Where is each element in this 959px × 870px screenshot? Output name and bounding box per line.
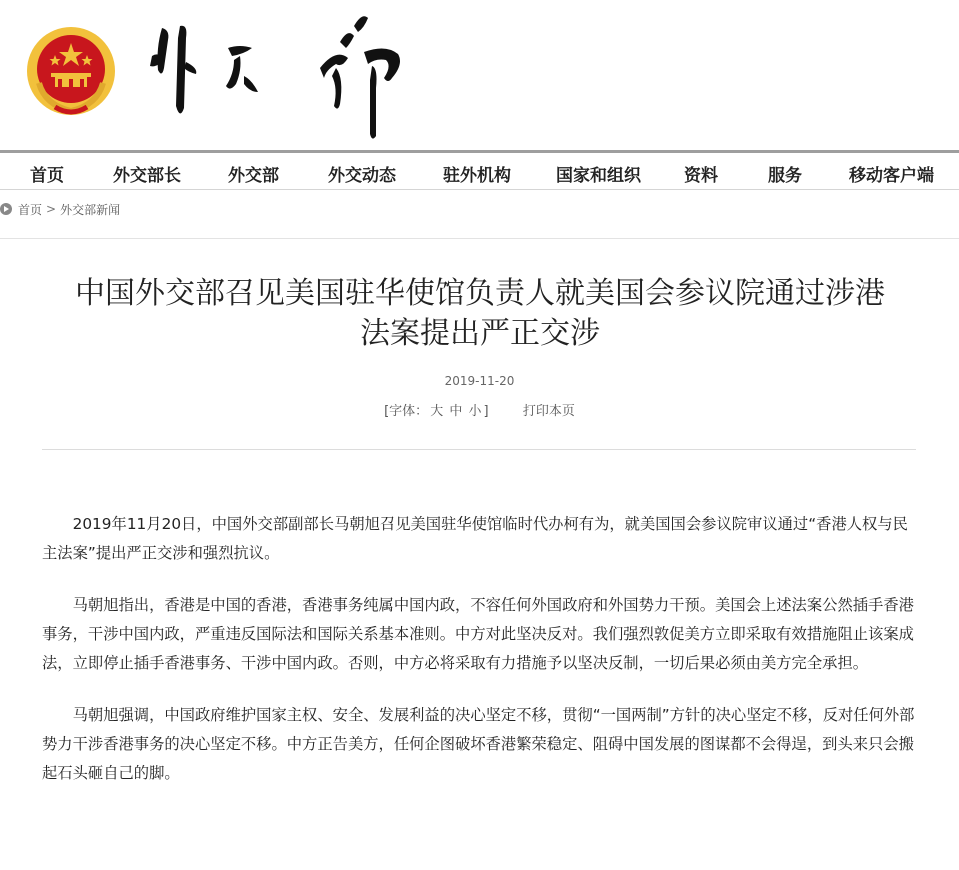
breadcrumb-separator: > bbox=[46, 202, 57, 216]
nav-item-home[interactable]: 首页 bbox=[30, 166, 64, 186]
article-title-line-1: 中国外交部召见美国驻华使馆负责人就美国会参议院通过涉港 bbox=[75, 276, 885, 311]
article-date: 2019-11-20 bbox=[444, 374, 515, 388]
article-divider bbox=[42, 449, 916, 450]
national-emblem-icon[interactable] bbox=[25, 25, 117, 117]
article-title-line-2: 法案提出严正交涉 bbox=[360, 316, 600, 351]
nav-item-mobile-client[interactable]: 移动客户端 bbox=[849, 166, 934, 186]
article-body bbox=[42, 510, 918, 811]
nav-item-missions-abroad[interactable]: 驻外机构 bbox=[443, 166, 511, 186]
nav-item-resources[interactable]: 资料 bbox=[684, 166, 718, 186]
article-paragraph: 2019年11月20日，中国外交部副部长马朝旭召见美国驻华使馆临时代办柯有为，就美国国会参议院审议通过“香港人权与民主法案”提出严正交涉和强烈抗议。 bbox=[42, 515, 908, 562]
font-medium-button[interactable]: 中 bbox=[449, 404, 463, 419]
font-large-button[interactable]: 大 bbox=[430, 404, 444, 419]
nav-item-countries-orgs[interactable]: 国家和组织 bbox=[556, 166, 641, 186]
article-paragraph: 马朝旭指出，香港是中国的香港，香港事务纯属中国内政，不容任何外国政府和外国势力干预。美国会上述法案公然插手香港事务，干涉中国内政，严重违反国际法和国际关系基本准则。中方对此坚决反对。我们强烈敦促美方立即采取有效措施阻止该案成法，立即停止插手香港事务、干涉中国内政。否则，中方必将采取有力措施予以坚决反制，一切后果必须由美方完全承担。 bbox=[42, 596, 914, 672]
nav-item-services[interactable]: 服务 bbox=[768, 166, 802, 186]
article-tools bbox=[0, 400, 959, 419]
font-size-label: [字体： bbox=[384, 404, 429, 419]
site-header bbox=[0, 0, 959, 150]
nav-item-ministry[interactable]: 外交部 bbox=[228, 166, 279, 186]
breadcrumb-home-link[interactable]: 首页 bbox=[18, 202, 43, 217]
breadcrumb-arrow-icon bbox=[0, 203, 12, 215]
breadcrumb-divider bbox=[0, 238, 959, 239]
main-navigation bbox=[0, 150, 959, 190]
nav-item-diplomatic-news[interactable]: 外交动态 bbox=[328, 166, 396, 186]
article-title bbox=[40, 274, 920, 354]
article-paragraph: 马朝旭强调，中国政府维护国家主权、安全、发展利益的决心坚定不移，贯彻“一国两制”方针的决心坚定不移，反对任何外部势力干涉香港事务的决心坚定不移。中方正告美方，任何企图破坏香港繁荣稳定、阻碍中国发展的图谋都不会得逞，到头来只会搬起石头砸自己的脚。 bbox=[42, 706, 915, 782]
nav-item-minister[interactable]: 外交部长 bbox=[113, 166, 181, 186]
print-page-button[interactable]: 打印本页 bbox=[522, 404, 575, 419]
font-small-button[interactable]: 小 bbox=[468, 404, 482, 419]
site-logo-calligraphy[interactable] bbox=[140, 8, 410, 143]
breadcrumb bbox=[0, 200, 120, 218]
font-size-close: ] bbox=[483, 404, 489, 419]
breadcrumb-current-link[interactable]: 外交部新闻 bbox=[60, 202, 121, 217]
